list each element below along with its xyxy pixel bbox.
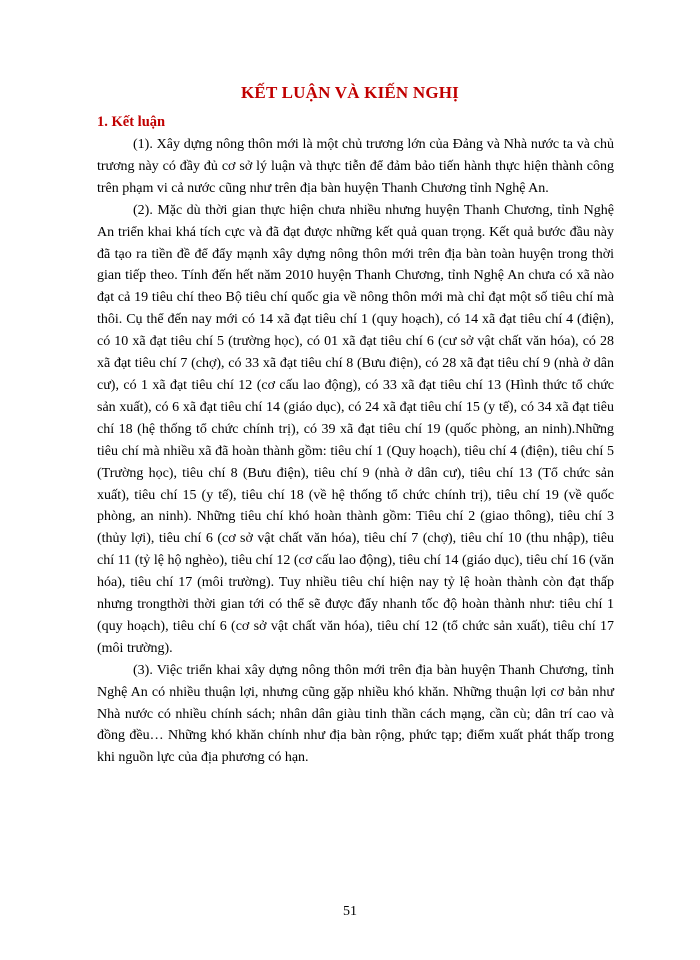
body-text (97, 134, 614, 769)
paragraph-2: (2). Mặc dù thời gian thực hiện chưa nhiều nhưng huyện Thanh Chương, tỉnh Nghệ An triển khai khá tích cực và đã đạt được những kết quả quan trọng. Kết quả bước đầu này đã tạo ra tiền đề để đẩy mạnh xây dựng nông thôn mới trên địa bàn toàn huyện trong thời gian tiếp theo. Tính đến hết năm 2010 huyện Thanh Chương, tỉnh Nghệ An chưa có xã nào đạt cả 19 tiêu chí theo Bộ tiêu chí quốc gia về nông thôn mới mà chỉ đạt một số tiêu chí mà thôi. Cụ thể đến nay mới có 14 xã đạt tiêu chí 1 (quy hoạch), có 14 xã đạt tiêu chí 4 (điện), có 10 xã đạt tiêu chí 5 (trường học), có 01 xã đạt tiêu chí 6 (cư sở vật chất văn hóa), có 28 xã đạt tiêu chí 7 (chợ), có 33 xã đạt tiêu chí 8 (Bưu điện), có 28 xã đạt tiêu chí 9 (nhà ở dân cư), có 1 xã đạt tiêu chí 12 (cơ cấu lao động), có 33 xã đạt tiêu chí 13 (Hình thức tổ chức sản xuất), có 6 xã đạt tiêu chí 14 (giáo dục), có 24 xã đạt tiêu chí 15 (y tế), có 34 xã đạt tiêu chí 18 (hệ thống tổ chức chính trị), có 39 xã đạt tiêu chí 19 (quốc phòng, an ninh).Những tiêu chí mà nhiều xã đã hoàn thành gồm: tiêu chí 1 (Quy hoạch), tiêu chí 4 (điện), tiêu chí 5 (Trường học), tiêu chí 8 (Bưu điện), tiêu chí 9 (nhà ở dân cư), tiêu chí 13 (Tổ chức sản xuất), tiêu chí 15 (y tế), tiêu chí 18 (về hệ thống tổ chức chính trị), tiêu chí 19 (về quốc phòng, an ninh). Những tiêu chí khó hoàn thành gồm: Tiêu chí 2 (giao thông), tiêu chí 3 (thủy lợi), tiêu chí 6 (cơ sở vật chất văn hóa), tiêu chí 7 (chợ), tiêu chí 10 (thu nhập), tiêu chí 11 (tỷ lệ hộ nghèo), tiêu chí 12 (cơ cấu lao động), tiêu chí 14 (giáo dục), tiêu chí 16 (văn hóa), tiêu chí 17 (môi trường). Tuy nhiều tiêu chí hiện nay tỷ lệ hoàn thành còn đạt thấp nhưng trongthời thời gian tới có thể sẽ được đẩy nhanh tốc độ hoàn thành như: tiêu chí 1 (quy hoạch), tiêu chí 6 (cơ sở vật chất văn hóa), tiêu chí 12 (tổ chức sản xuất), tiêu chí 17 (môi trường). (97, 202, 614, 656)
paragraph-3: (3). Việc triển khai xây dựng nông thôn mới trên địa bàn huyện Thanh Chương, tỉnh Nghệ An có nhiều thuận lợi, nhưng cũng gặp nhiều khó khăn. Những thuận lợi cơ bản như Nhà nước có nhiều chính sách; nhân dân giàu tinh thần cách mạng, cần cù; dân trí cao và đồng đều… Những khó khăn chính như địa bàn rộng, phức tạp; điểm xuất phát thấp trong khi nguồn lực của địa phương có hạn. (97, 662, 614, 766)
paragraph-1: (1). Xây dựng nông thôn mới là một chủ trương lớn của Đảng và Nhà nước ta và chủ trương này có đầy đủ cơ sở lý luận và thực tiễn để đảm bảo tiến hành thực hiện thành công trên phạm vi cả nước cũng như trên địa bàn huyện Thanh Chương tỉnh Nghệ An. (97, 137, 614, 196)
section-heading: 1. Kết luận (97, 114, 166, 130)
page-title: KẾT LUẬN VÀ KIẾN NGHỊ (240, 83, 459, 102)
page-number: 51 (343, 904, 357, 919)
